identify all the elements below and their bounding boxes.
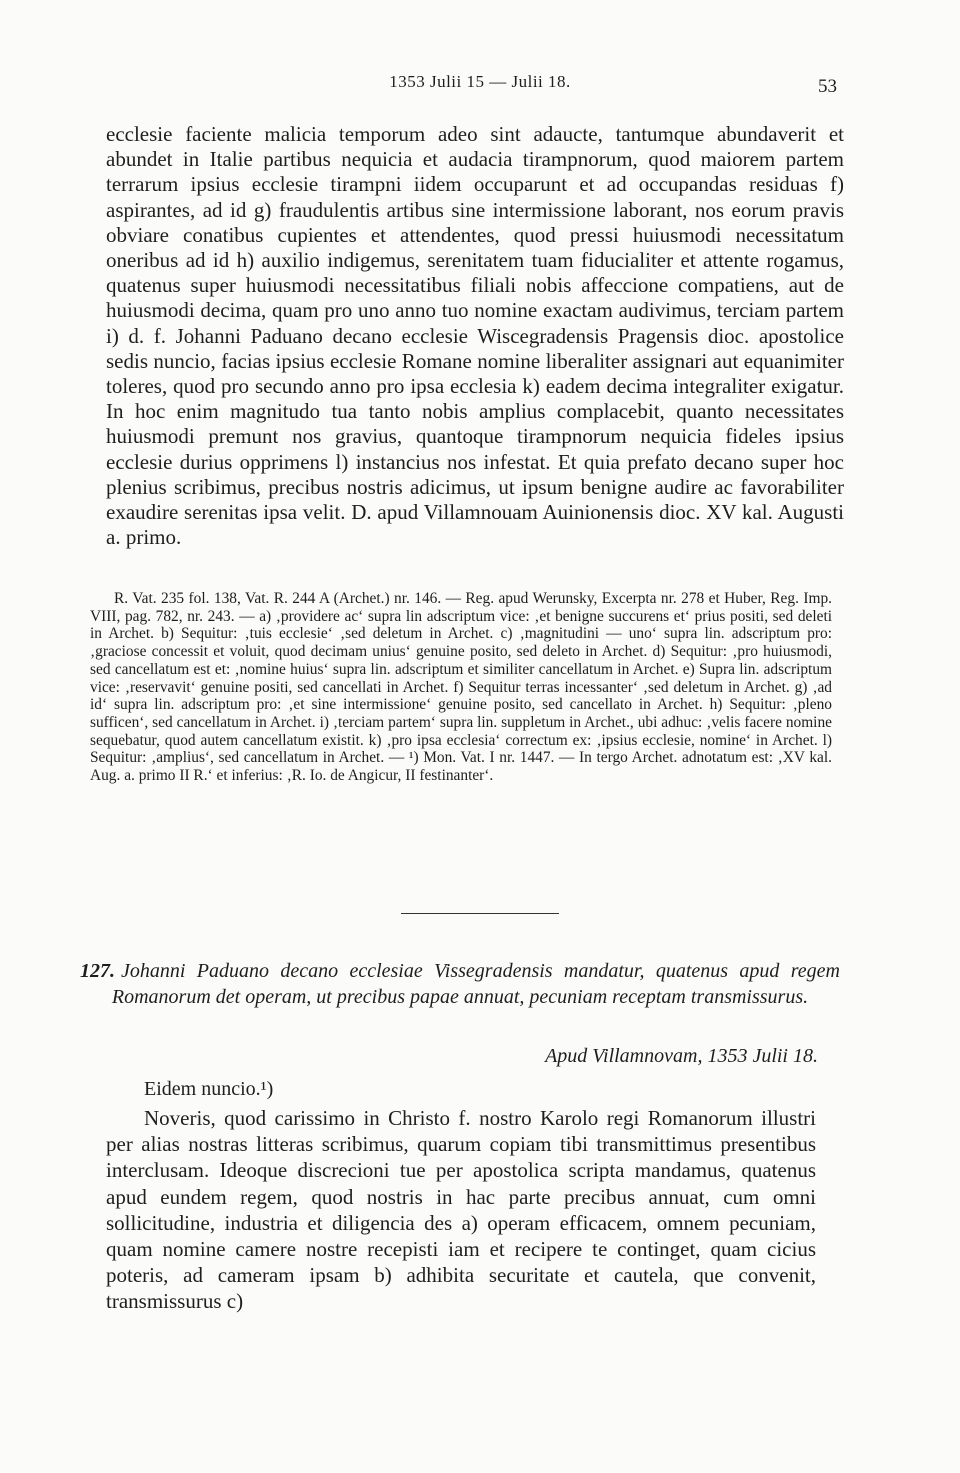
dateline: Apud Villamnovam, 1353 Julii 18. [545, 1045, 818, 1067]
footnotes-text: R. Vat. 235 fol. 138, Vat. R. 244 A (Archet.) nr. 146. — Reg. apud Werunsky, Excerpta nr. 278 et Huber, Reg. Imp. VIII, pag. 782, nr. 243. — a) ‚providere ac‘ supra lin adscriptum vice: ‚et benigne succurens et‘ prius positi, sed deleti in Archet. b) Sequitur: ‚tuis ecclesie‘ ‚sed deletum in Archet. c) ‚magnitudini — uno‘ supra lin. adscriptum pro: ‚graciose concessit et voluit, quod decimam unius‘ genuine posito, sed deleto in Archet. d) Sequitur: ‚pro huiusmodi, sed cancellatum est et: ‚nomine huius‘ supra lin. adscriptum et similiter cancellatum in Archet. e) Supra lin. adscriptum vice: ‚reservavit‘ genuine positi, sed cancellati in Archet. f) Sequitur terras incessanter‘ ‚sed deletum in Archet. g) ‚ad id‘ supra lin. adscriptum pro: ‚et sine intermissione‘ genuine posito, sed cancellato in Archet. h) Sequitur: ‚pleno sufficen‘, sed cancellatum in Archet. i) ‚terciam partem‘ supra lin. suppletum in Archet., ubi adhuc: ‚velis facere nomine sequebatur, quod autem cancellatum existit. k) ‚pro ipsa ecclesia‘ correctum ex: ‚ipsius ecclesie, nomine‘ in Archet. l) Sequitur: ‚amplius‘, sed cancellatum in Archet. — ¹) Mon. Vat. I nr. 1447. — In tergo Archet. adnotatum est: ‚XV kal. Aug. a. primo II R.‘ et inferius: ‚R. Io. de Angicur, II festinanter‘. [90, 590, 832, 785]
page-number: 53 [818, 76, 837, 97]
addressee: Eidem nuncio.¹) [144, 1078, 274, 1100]
document-heading [80, 958, 840, 1010]
section-divider [401, 913, 559, 914]
main-text-paragraph: ecclesie faciente malicia temporum adeo sint adaucte, tantumque abundaverit et abundet in Italie partibus nequicia et audacia tirampnorum, quod maiorem partem terrarum ipsius ecclesie tirampni iidem occuparunt et ad occupandas residuas f) aspirantes, ad id g) fraudulentis artibus sine intermissione laborant, nos eorum pravis obviare conatibus cupientes et attendentes, quod pressi huiusmodi necessitatum oneribus ad id h) auxilio indigemus, serenitatem tuam fiducialiter et attente rogamus, quatenus super huiusmodi necessitatibus filiali nobis affeccione compatiens, aut de huiusmodi decima, quam pro uno anno tuo nomine exactam audivimus, terciam partem i) d. f. Johanni Paduano decano ecclesie Wiscegradensis Pragensis dioc. apostolice sedis nuncio, facias ipsius ecclesie Romane nomine liberaliter assignari aut equanimiter toleres, quod pro secundo anno pro ipsa ecclesia k) eadem decima integraliter exigatur. In hoc enim magnitudo tua tanto nobis amplius complacebit, quanto necessitates huiusmodi premunt nos gravius, quantoque tirampnorum nequicia fideles ipsius ecclesie durius opprimens l) instancius nos infestat. Et quia prefato decano super hoc plenius scribimus, precibus nostris adicimus, ut ipsum benigne audire ac favorabiliter exaudire serenitas ipsa velit. D. apud Villamnouam Auinionensis dioc. XV kal. Augusti a. primo. [106, 122, 844, 550]
document-body-paragraph: Noveris, quod carissimo in Christo f. nostro Karolo regi Romanorum illustri per alias nostras litteras scribimus, quarum copiam tibi transmittimus presentibus interclusam. Ideoque discrecioni tue per apostolica scripta mandamus, quatenus apud eundem regem, quod nostris in hac parte precibus annuat, cum omni sollicitudine, industria et diligencia des a) operam efficacem, omnem pecuniam, quam nomine camere nostre recepisti iam et recipere te continget, quam cicius poteris, ad cameram ipsam b) adhibita securitate et cautela, que convenit, transmissurus c) [106, 1106, 816, 1314]
document-summary: Johanni Paduano decano ecclesiae Vissegradensis mandatur, quatenus apud regem Romanorum det operam, ut precibus papae annuat, pecuniam receptam transmissurus. [111, 960, 840, 1008]
document-number: 127. [80, 960, 115, 982]
running-head: 1353 Julii 15 — Julii 18. [389, 72, 571, 91]
main-text-continuation [106, 122, 844, 550]
footnotes [90, 590, 832, 785]
document-body [106, 1105, 816, 1315]
